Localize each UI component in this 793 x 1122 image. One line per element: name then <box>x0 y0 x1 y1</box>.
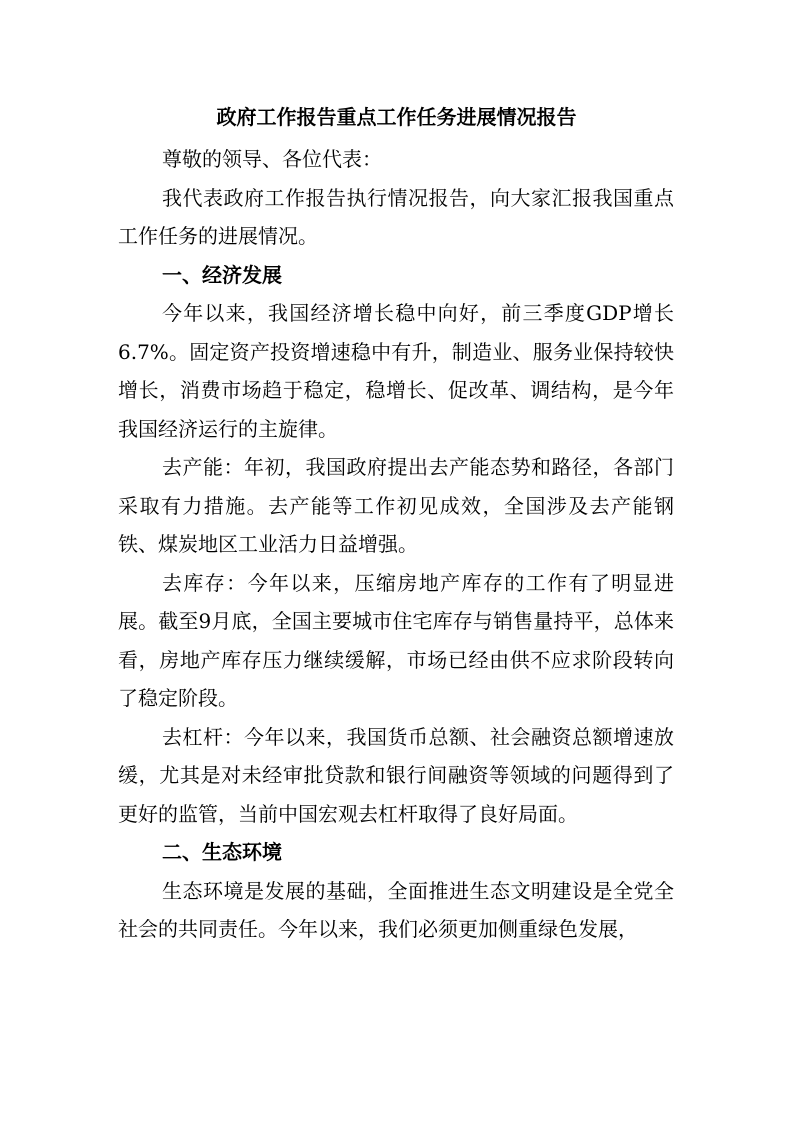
intro-paragraph: 我代表政府工作报告执行情况报告，向大家汇报我国重点工作任务的进展情况。 <box>118 185 674 248</box>
paragraph-ecology: 生态环境是发展的基础，全面推进生态文明建设是全党全社会的共同责任。今年以来，我们必须更加侧重绿色发展， <box>118 878 674 941</box>
salutation: 尊敬的领导、各位代表： <box>162 147 382 171</box>
paragraph-capacity-reduction: 去产能：年初，我国政府提出去产能态势和路径，各部门采取有力措施。去产能等工作初见成效，全国涉及去产能钢铁、煤炭地区工业活力日益增强。 <box>118 455 674 556</box>
paragraph-deleveraging: 去杠杆：今年以来，我国货币总额、社会融资总额增速放缓，尤其是对未经审批贷款和银行间融资等领域的问题得到了更好的监管，当前中国宏观去杠杆取得了良好局面。 <box>118 724 674 826</box>
document-body <box>118 140 674 949</box>
section-heading-economy: 一、经济发展 <box>162 262 282 287</box>
paragraph-economy-overview: 今年以来，我国经济增长稳中向好，前三季度GDP增长6.7%。固定资产投资增速稳中有升，制造业、服务业保持较快增长，消费市场趋于稳定，稳增长、促改革、调结构，是今年我国经济运行的主旋律。 <box>118 301 674 441</box>
section-heading-ecology: 二、生态环境 <box>162 840 282 864</box>
document-title: 政府工作报告重点工作任务进展情况报告 <box>216 105 577 129</box>
paragraph-inventory-reduction: 去库存：今年以来，压缩房地产库存的工作有了明显进展。截至9月底，全国主要城市住宅库存与销售量持平，总体来看，房地产库存压力继续缓解，市场已经由供不应求阶段转向了稳定阶段。 <box>118 570 674 710</box>
